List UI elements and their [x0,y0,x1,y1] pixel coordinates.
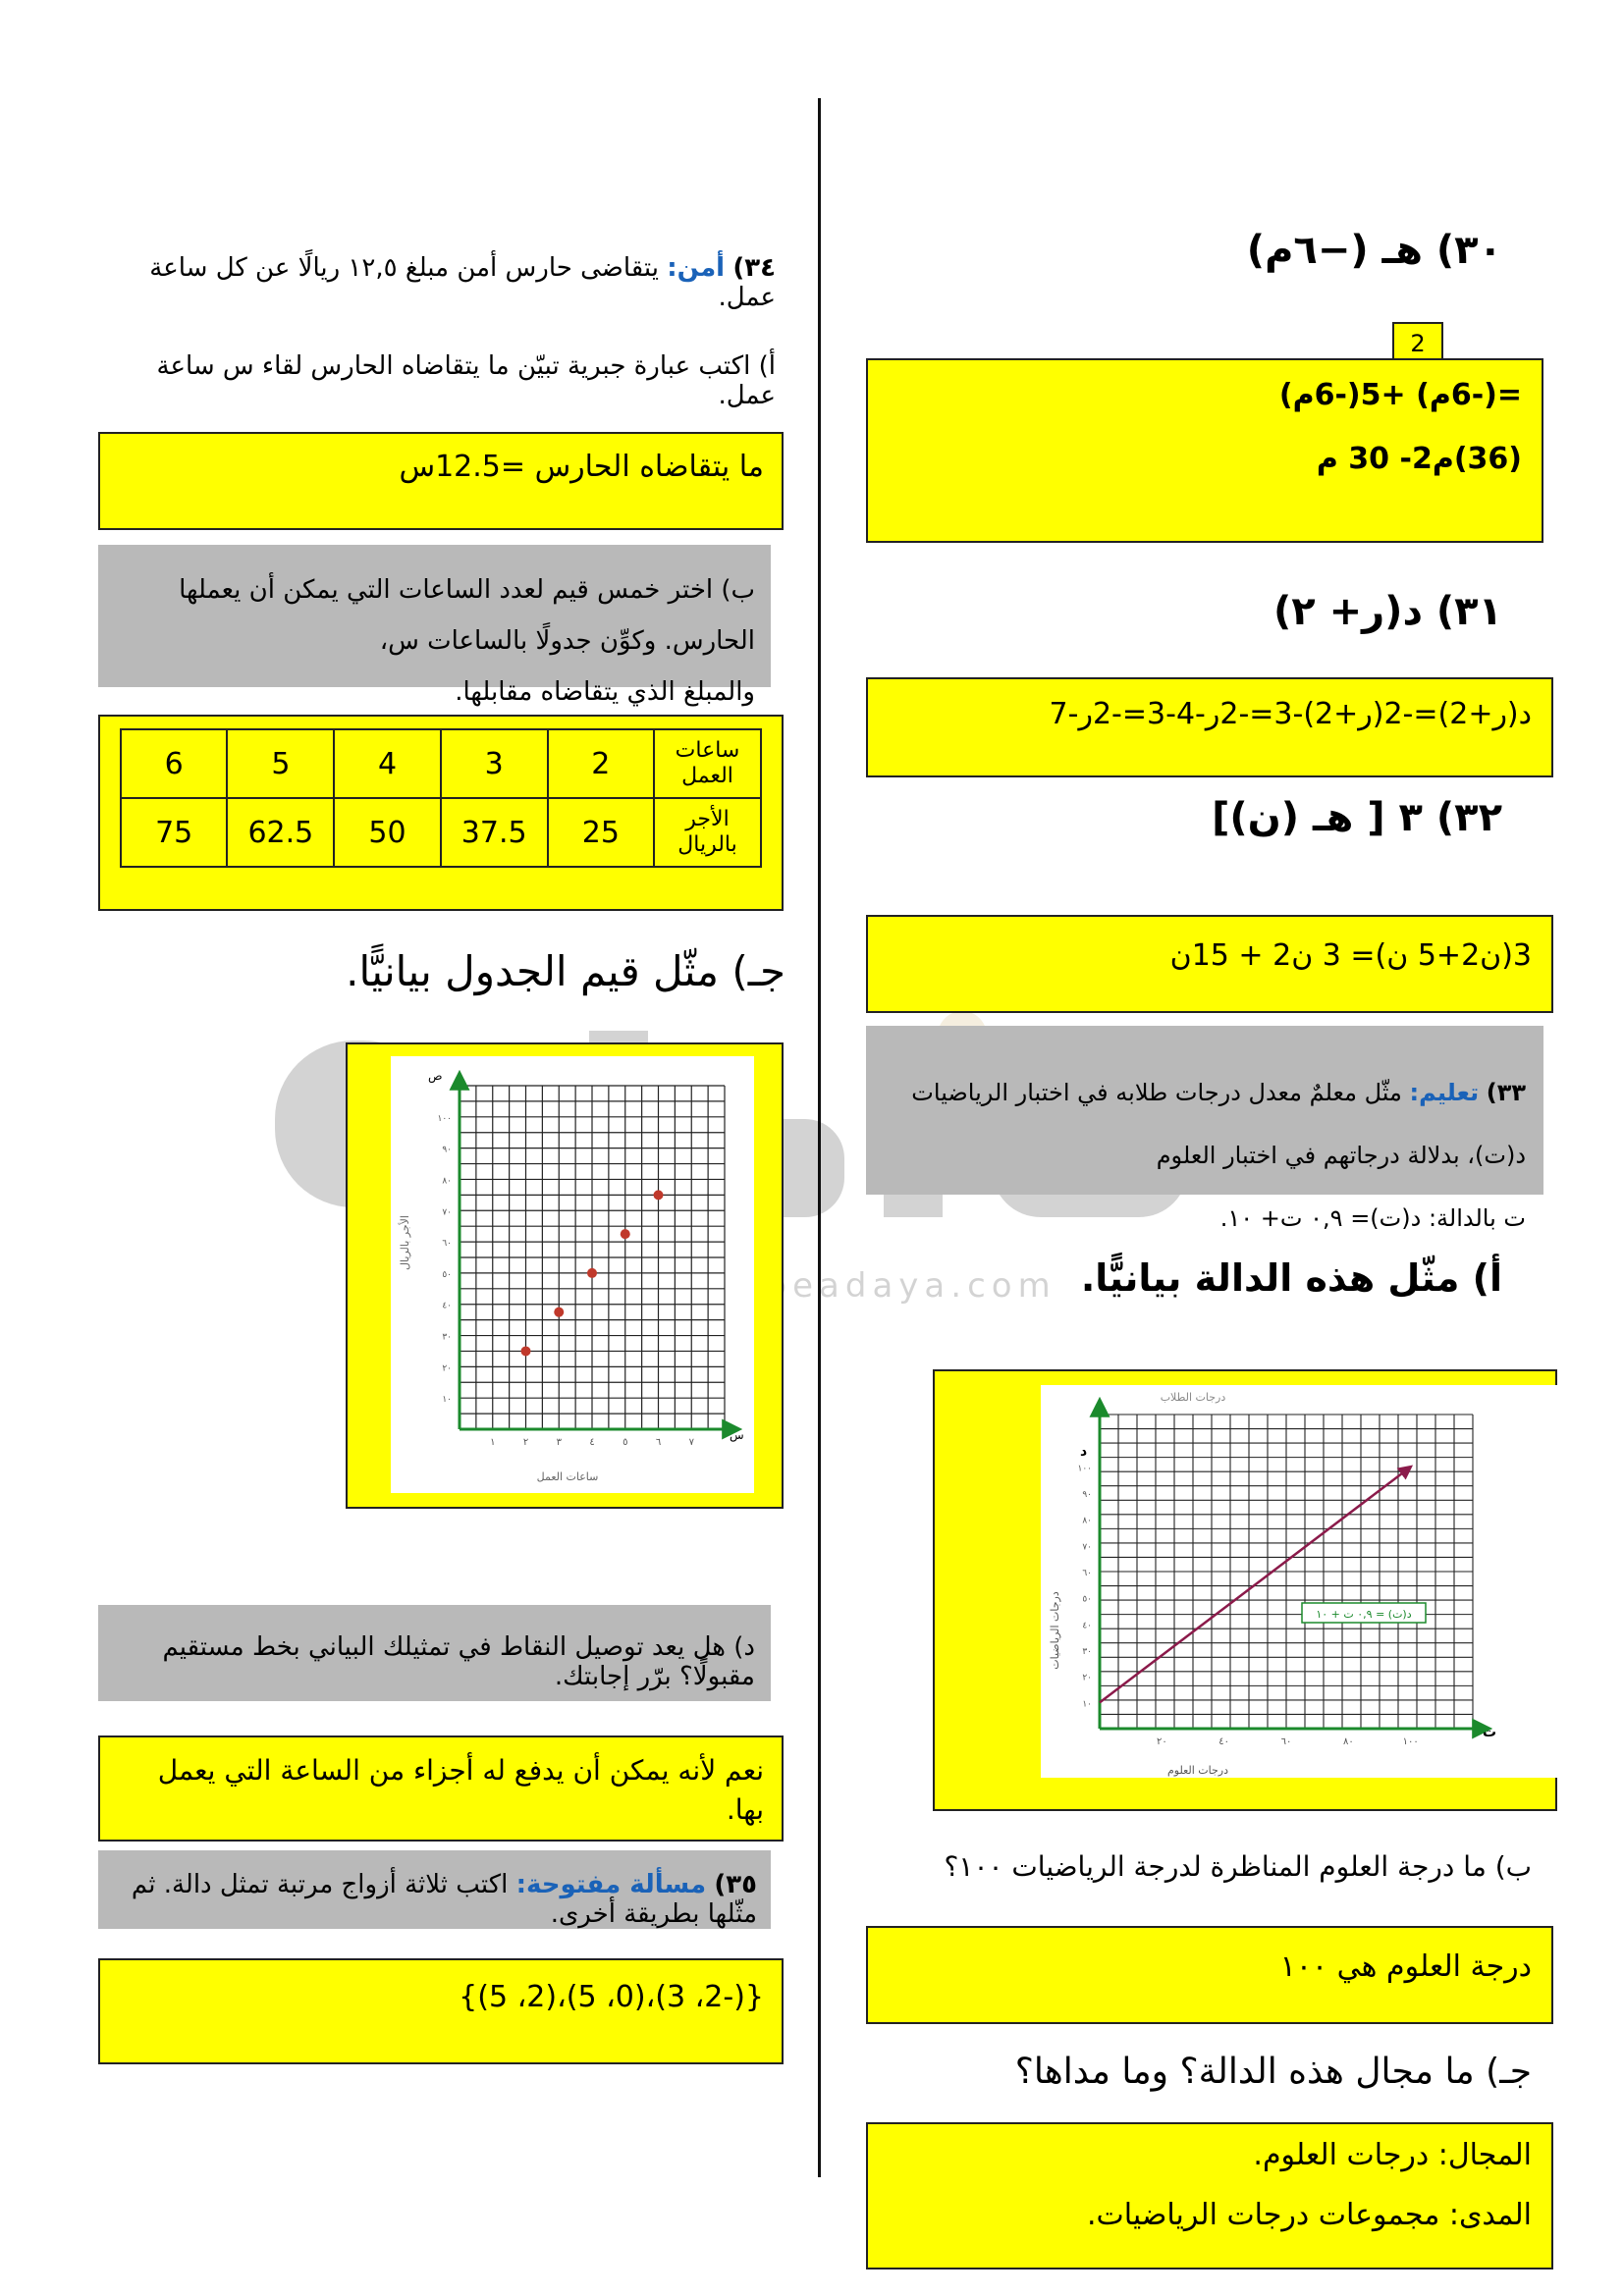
y-tick-label: ٤٠ [442,1301,452,1311]
y-tick-label: ١٠٠ [437,1113,452,1124]
y-tick-label: ٨٠ [442,1176,452,1187]
x-tick-label: ٦٠ [1280,1736,1292,1747]
q34-number: ٣٤) [732,253,776,283]
q34-scatter-graph [391,1056,754,1493]
q32-label: ٣٢) ٣ [ هـ (ن)] [1212,795,1502,840]
y-tick-label: ٥٠ [442,1269,452,1280]
graph2-x-ticks [1157,1736,1419,1747]
q33b-text: ب) ما درجة العلوم المناظرة لدرجة الرياضيات ١٠٠؟ [944,1850,1532,1883]
q34a-answer-box: ما يتقاضاه الحارس =12.5س [98,432,784,530]
x-tick-label: ٨٠ [1342,1736,1354,1747]
graph2-y-letter: د [1080,1444,1088,1460]
q34b-question [98,545,771,707]
x-tick-label: ٢٠ [1156,1736,1167,1747]
q31-answer-box: د(ر+2)=-2(ر+2)-3=-2ر-4-3=-2ر-7 [866,677,1553,777]
x-tick-label: ٣ [556,1437,562,1448]
q34-graph-frame [346,1042,784,1509]
q31-label: ٣١) د(ر+ ٢) [1272,589,1502,634]
q34-keyword: أمن: [667,253,726,283]
y-tick-label: ٥٠ [1082,1594,1092,1605]
watermark-caption: beadaya.com [765,1266,1056,1306]
graph1-x-axis-label: ساعات العمل [536,1470,599,1483]
graph2-y-ticks [1077,1464,1092,1709]
graph1-y-axis-label: الأجر بالريال [399,1215,411,1270]
y-tick-label: ٩٠ [442,1145,452,1155]
q33-graph-frame [933,1369,1557,1811]
graph1-grid [460,1086,725,1429]
table-cell: 50 [334,798,440,867]
table-header-wages: الأجر بالريال [654,798,761,867]
q35-question [98,1850,771,1929]
graph2-grid [1100,1415,1473,1729]
data-point [521,1346,531,1356]
graph1-y-ticks [437,1114,452,1405]
q34b-table-box [98,715,784,911]
x-tick-label: ٦ [655,1437,662,1448]
q34b-line2: والمبلغ الذي يتقاضاه مقابلها. [455,677,755,707]
y-tick-label: ٩٠ [1082,1490,1092,1500]
y-tick-label: ٧٠ [442,1207,452,1218]
wage-table [120,728,762,868]
q35-text: اكتب ثلاثة أزواج مرتبة تمثل دالة. ثم مثّلها بطريقة أخرى. [131,1870,757,1929]
q32-answer-box: 3(ن2+5 ن)= 3 ن2 + 15ن [866,915,1553,1013]
graph2-axes [1100,1401,1489,1729]
column-divider [818,98,821,2177]
table-header-hours: ساعات العمل [654,729,761,798]
table-cell: 6 [121,729,227,798]
y-tick-label: ٣٠ [1082,1647,1092,1657]
q30-answer-line1: =(-6م) +5(-6م) [1278,378,1522,412]
x-tick-label: ١٠٠ [1402,1736,1419,1747]
q30-answer-box [866,358,1543,543]
x-tick-label: ٤٠ [1218,1736,1230,1747]
q33b-answer-box: درجة العلوم هي ١٠٠ [866,1926,1553,2024]
y-tick-label: ٤٠ [1082,1621,1092,1631]
x-tick-label: ١ [490,1437,496,1448]
q30-answer-line2: (36)م2- 30 م [1316,442,1522,476]
y-tick-label: ١٠٠ [1077,1464,1092,1474]
table-row-wages [121,798,761,867]
q34d-answer-box: نعم لأنه يمكن أن يدفع له أجزاء من الساعة التي يعمل بها. [98,1735,784,1842]
graph1-y-letter: ص [428,1069,443,1083]
q33-question [866,1026,1543,1232]
q33c-answer-range: المدى: مجموعات درجات الرياضيات. [1086,2198,1532,2232]
y-tick-label: ١٠ [442,1395,452,1406]
table-cell: 62.5 [227,798,334,867]
q34a-text: أ) اكتب عبارة جبرية تبيّن ما يتقاضاه الحارس لقاء س ساعة عمل. [156,351,776,410]
q35-number: ٣٥) [714,1870,757,1899]
data-point [587,1268,597,1278]
graph2-title: درجات الطلاب [1160,1391,1226,1404]
graph2-x-axis-label: درجات العلوم [1166,1764,1229,1777]
q33c-answer-domain: المجال: درجات العلوم. [1253,2138,1532,2172]
q33-number: ٣٣) [1486,1079,1526,1106]
q34d-question: د) هل يعد توصيل النقاط في تمثيلك البياني بخط مستقيم مقبولًا؟ برّر إجابتك. [98,1605,771,1701]
x-tick-label: ٥ [623,1437,628,1448]
q34-question [98,253,776,312]
q30-label: ٣٠) هـ (−٦م) [1246,228,1502,273]
q33c-text: جـ) ما مجال هذه الدالة؟ وما مداها؟ [1014,2052,1532,2092]
table-cell: 75 [121,798,227,867]
table-cell: 4 [334,729,440,798]
y-tick-label: ٨٠ [1082,1516,1092,1526]
table-cell: 2 [548,729,654,798]
x-tick-label: ٧ [688,1437,694,1448]
graph1-x-ticks [490,1437,695,1448]
graph2-function-label: د(ت) = ٠,٩ ت + ١٠ [1316,1608,1412,1621]
y-tick-label: ٣٠ [442,1332,452,1343]
graph2-x-letter: ت [1483,1725,1497,1740]
q33a-text: أ) مثّل هذه الدالة بيانيًّا. [1080,1256,1502,1300]
table-cell: 3 [441,729,548,798]
y-tick-label: ٦٠ [1082,1569,1092,1578]
q33-line1: مثّل معلمٌ معدل درجات طلابه في اختبار الرياضيات د(ت)، بدلالة درجاتهم في اختبار العلوم [911,1079,1526,1169]
x-tick-label: ٤ [589,1437,595,1448]
table-cell: 5 [227,729,334,798]
q34-text: يتقاضى حارس أمن مبلغ ١٢,٥ ريالًا عن كل ساعة عمل. [149,253,776,312]
data-point [621,1229,630,1239]
data-point [654,1190,664,1200]
y-tick-label: ٢٠ [1082,1673,1092,1683]
q33-keyword: تعليم: [1409,1079,1480,1106]
graph2-y-axis-label: درجات الرياضيات [1049,1591,1061,1670]
x-tick-label: ٢ [522,1437,529,1448]
y-tick-label: ٢٠ [442,1363,452,1374]
q33-line2: ت بالدالة: د(ت)= ٠,٩ ت+ ١٠. [1219,1204,1526,1232]
graph1-axes [460,1074,738,1429]
table-cell: 37.5 [441,798,548,867]
data-point [554,1308,564,1317]
q33c-answer-box [866,2122,1553,2269]
graph1-x-letter: س [730,1428,744,1442]
q33-function-graph [1041,1385,1591,1778]
y-tick-label: ١٠ [1082,1699,1092,1710]
q35-answer-box: {(-2، 3)،(0، 5)،(2، 5)} [98,1958,784,2064]
graph2-function-line [1100,1467,1411,1702]
q34c-text: جـ) مثّل قيم الجدول بيانيًّا. [346,947,785,995]
y-tick-label: ٦٠ [442,1239,452,1250]
table-cell: 25 [548,798,654,867]
y-tick-label: ٧٠ [1082,1542,1092,1553]
q35-keyword: مسألة مفتوحة: [515,1870,707,1899]
q30-tag: 2 [1392,322,1443,363]
q34b-line1: ب) اختر خمس قيم لعدد الساعات التي يمكن أن يعملها الحارس. وكوِّن جدولًا بالساعات س، [179,575,755,656]
table-row-hours [121,729,761,798]
